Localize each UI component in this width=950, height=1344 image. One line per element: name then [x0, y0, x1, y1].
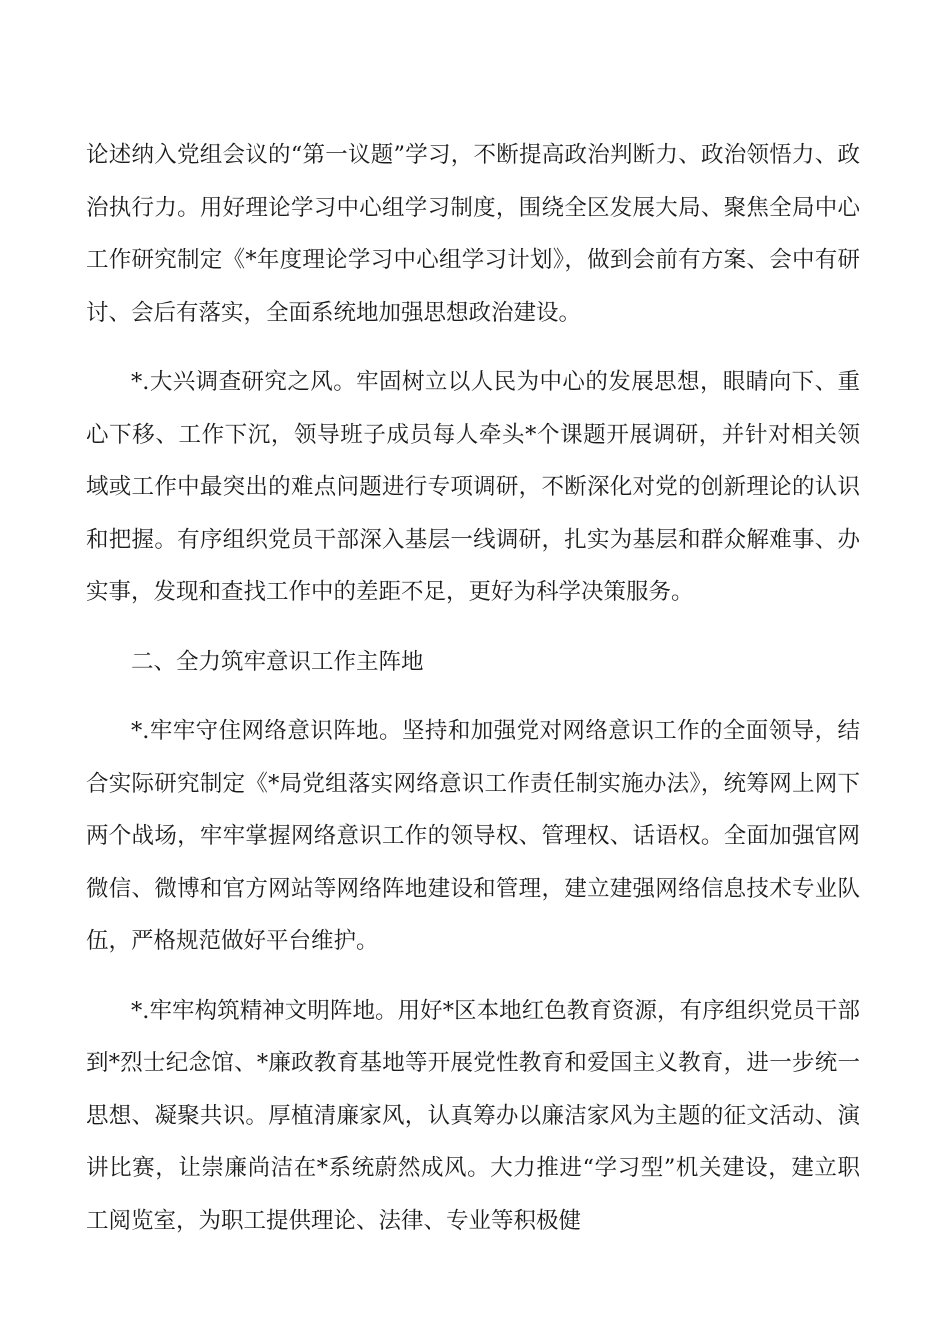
- section-heading: 二、全力筑牢意识工作主阵地: [131, 648, 424, 675]
- paragraph-research-style: *.大兴调查研究之风。牢固树立以人民为中心的发展思想，眼睛向下、重心下移、工作下沉，领导班子成员每人牵头*个课题开展调研，并针对相关领域或工作中最突出的难点问题进行专项调研，不断深化对党的创新理论的认识和把握。有序组织党员干部深入基层一线调研，扎实为基层和群众解难事、办实事，发现和查找工作中的差距不足，更好为科学决策服务。: [86, 369, 860, 605]
- paragraph-continuation: 论述纳入党组会议的“第一议题”学习，不断提高政治判断力、政治领悟力、政治执行力。用好理论学习中心组学习制度，围绕全区发展大局、聚焦全局中心工作研究制定《*年度理论学习中心组学习计划》，做到会前有方案、会中有研讨、会后有落实，全面系统地加强思想政治建设。: [86, 142, 860, 326]
- document-body: [86, 129, 860, 1264]
- paragraph-civilization-front: *.牢牢构筑精神文明阵地。用好*区本地红色教育资源，有序组织党员干部到*烈士纪念馆、*廉政教育基地等开展党性教育和爱国主义教育，进一步统一思想、凝聚共识。厚植清廉家风，认真筹办以廉洁家风为主题的征文活动、演讲比赛，让崇廉尚洁在*系统蔚然成风。大力推进“学习型”机关建设，建立职工阅览室，为职工提供理论、法律、专业等积极健: [86, 997, 860, 1234]
- paragraph-network-front: *.牢牢守住网络意识阵地。坚持和加强党对网络意识工作的全面领导，结合实际研究制定《*局党组落实网络意识工作责任制实施办法》，统筹网上网下两个战场，牢牢掌握网络意识工作的领导权、管理权、话语权。全面加强官网微信、微博和官方网站等网络阵地建设和管理，建立建强网络信息技术专业队伍，严格规范做好平台维护。: [86, 718, 860, 954]
